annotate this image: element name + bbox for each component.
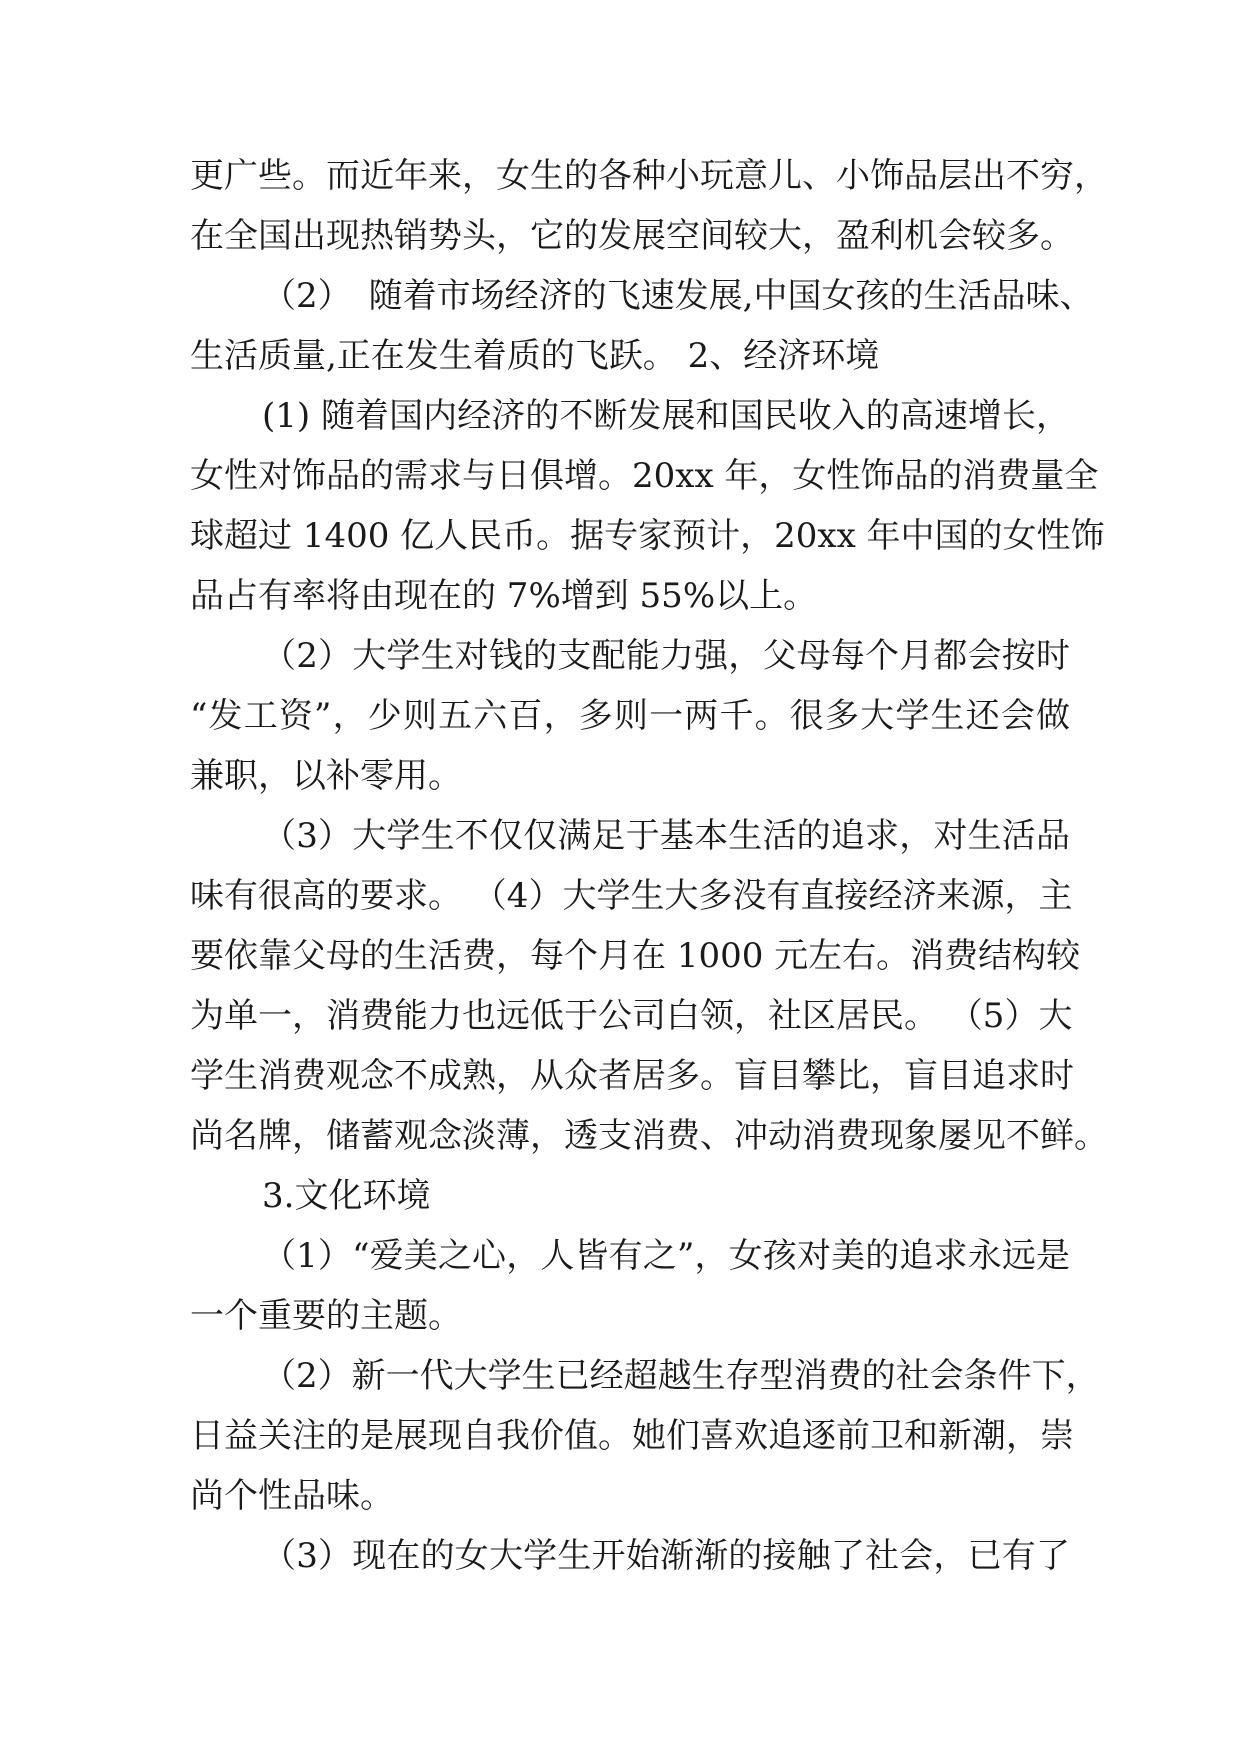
text-line: 日益关注的是展现自我价值。她们喜欢追逐前卫和新潮，崇 <box>190 1416 1074 1456</box>
text-line: （1）“爱美之心，人皆有之”，女孩对美的追求永远是 <box>262 1236 1070 1276</box>
text-line: （3）大学生不仅仅满足于基本生活的追求，对生活品 <box>262 816 1070 856</box>
text-line: “发工资”，少则五六百，多则一两千。很多大学生还会做 <box>190 696 1070 736</box>
text-line: 一个重要的主题。 <box>190 1296 462 1336</box>
text-line: （2） 随着市场经济的飞速发展,中国女孩的生活品味、 <box>262 276 1094 316</box>
section-heading: 3.文化环境 <box>262 1176 431 1216</box>
text-line: 女性对饰品的需求与日俱增。20xx 年，女性饰品的消费量全 <box>190 456 1099 496</box>
text-line: 球超过 1400 亿人民币。据专家预计，20xx 年中国的女性饰 <box>190 516 1105 556</box>
text-line: 生活质量,正在发生着质的飞跃。 2、经济环境 <box>190 336 880 376</box>
text-line: 学生消费观念不成熟，从众者居多。盲目攀比，盲目追求时 <box>190 1056 1074 1096</box>
text-line: 要依靠父母的生活费，每个月在 1000 元左右。消费结构较 <box>190 936 1081 976</box>
text-line: 味有很高的要求。 （4）大学生大多没有直接经济来源，主 <box>190 876 1073 916</box>
text-line: 尚个性品味。 <box>190 1476 394 1516</box>
text-line: 尚名牌，储蓄观念淡薄，透支消费、冲动消费现象屡见不鲜。 <box>190 1116 1108 1156</box>
text-line: 更广些。而近年来，女生的各种小玩意儿、小饰品层出不穷， <box>190 156 1108 196</box>
text-line: 为单一，消费能力也远低于公司白领，社区居民。 （5）大 <box>190 996 1073 1036</box>
text-line: 兼职，以补零用。 <box>190 756 462 796</box>
text-line: (1) 随着国内经济的不断发展和国民收入的高速增长， <box>262 396 1070 436</box>
text-line: （3）现在的女大学生开始渐渐的接触了社会，已有了 <box>262 1536 1070 1576</box>
text-line: 在全国出现热销势头，它的发展空间较大，盈利机会较多。 <box>190 216 1074 256</box>
text-line: （2）新一代大学生已经超越生存型消费的社会条件下， <box>262 1356 1100 1396</box>
text-line: 品占有率将由现在的 7%增到 55%以上。 <box>190 576 818 616</box>
text-line: （2）大学生对钱的支配能力强，父母每个月都会按时 <box>262 636 1070 676</box>
